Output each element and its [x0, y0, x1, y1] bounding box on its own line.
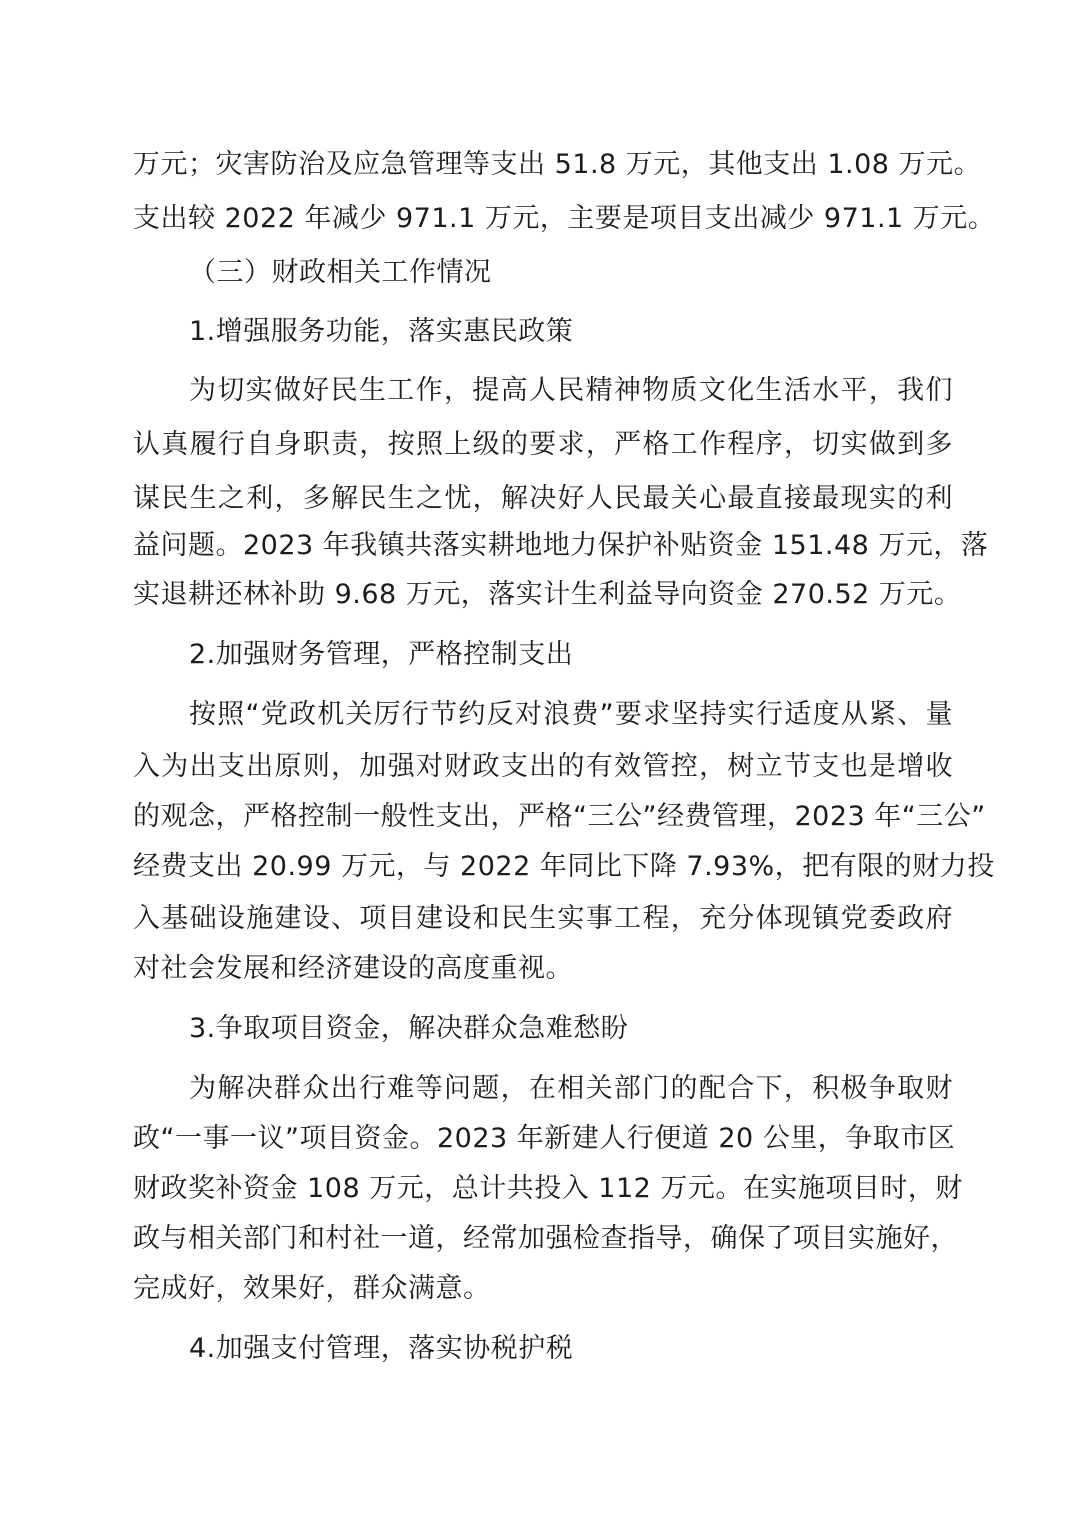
paragraph-line: 入基础设施建设、项目建设和民生实事工程，充分体现镇党委政府	[133, 903, 953, 934]
paragraph-line: 经费支出 20.99 万元，与 2022 年同比下降 7.93%，把有限的财力投	[133, 851, 995, 882]
paragraph-line: 谋民生之利，多解民生之忧，解决好人民最关心最直接最现实的利	[133, 483, 953, 514]
subsection-heading: 3.争取项目资金，解决群众急难愁盼	[189, 1013, 629, 1044]
paragraph-line: 支出较 2022 年减少 971.1 万元，主要是项目支出减少 971.1 万元。	[133, 203, 996, 234]
section-heading: （三）财政相关工作情况	[189, 257, 492, 288]
paragraph-line: 财政奖补资金 108 万元，总计共投入 112 万元。在实施项目时，财	[133, 1173, 963, 1204]
paragraph-line: 入为出支出原则，加强对财政支出的有效管控，树立节支也是增收	[133, 751, 953, 782]
subsection-heading: 1.增强服务功能，落实惠民政策	[189, 316, 574, 347]
paragraph-line: 完成好，效果好，群众满意。	[133, 1273, 491, 1304]
paragraph-line: 万元；灾害防治及应急管理等支出 51.8 万元，其他支出 1.08 万元。	[133, 149, 982, 180]
paragraph-line: 为解决群众出行难等问题，在相关部门的配合下，积极争取财	[189, 1073, 953, 1104]
paragraph-line: 对社会发展和经济建设的高度重视。	[133, 953, 573, 984]
paragraph-line: 认真履行自身职责，按照上级的要求，严格工作程序，切实做到多	[133, 429, 953, 460]
paragraph-line: 政“一事一议”项目资金。2023 年新建人行便道 20 公里，争取市区	[133, 1123, 956, 1154]
paragraph-line: 为切实做好民生工作，提高人民精神物质文化生活水平，我们	[189, 375, 953, 406]
paragraph-line: 益问题。2023 年我镇共落实耕地地力保护补贴资金 151.48 万元，落	[133, 530, 989, 561]
paragraph-line: 政与相关部门和村社一道，经常加强检查指导，确保了项目实施好，	[133, 1223, 958, 1254]
paragraph-line: 实退耕还林补助 9.68 万元，落实计生利益导向资金 270.52 万元。	[133, 579, 962, 610]
paragraph-line: 按照“党政机关厉行节约反对浪费”要求坚持实行适度从紧、量	[189, 699, 953, 730]
subsection-heading: 4.加强支付管理，落实协税护税	[189, 1333, 574, 1364]
paragraph-line: 的观念，严格控制一般性支出，严格“三公”经费管理，2023 年“三公”	[133, 801, 986, 832]
subsection-heading: 2.加强财务管理，严格控制支出	[189, 639, 574, 670]
